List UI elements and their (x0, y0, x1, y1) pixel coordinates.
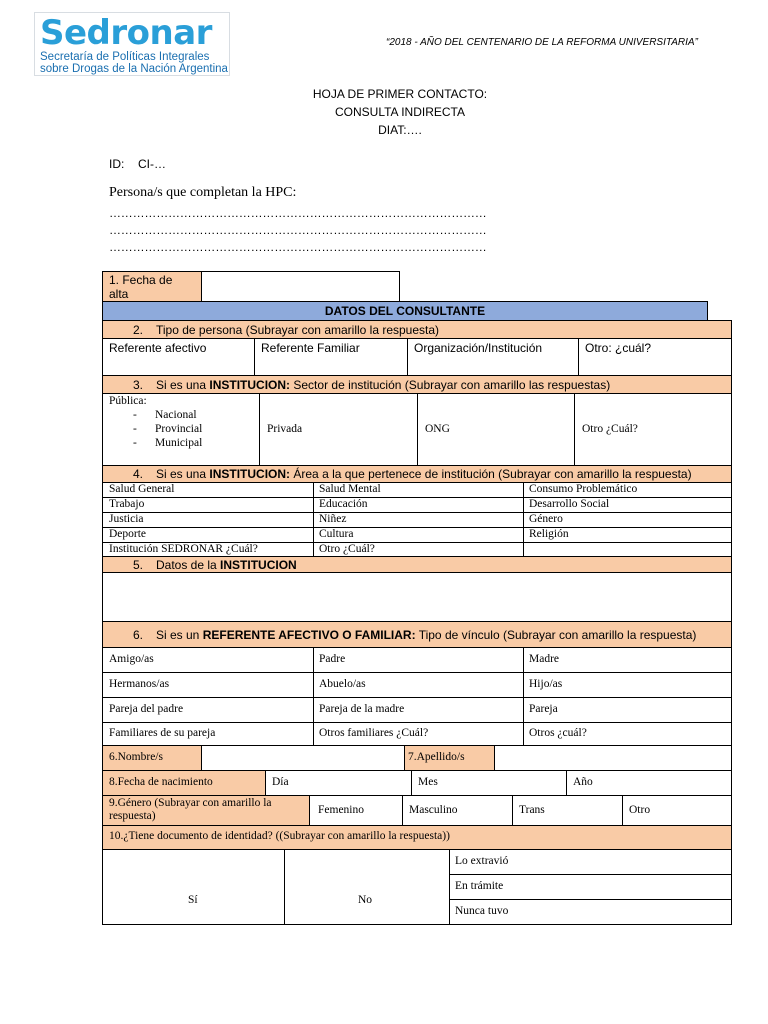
genero-option-femenino[interactable]: Femenino (318, 804, 364, 816)
q3-option-provincial[interactable]: Provincial (155, 423, 203, 435)
q4-cell[interactable]: Educación (319, 498, 368, 510)
q4-cell[interactable]: Cultura (319, 528, 354, 540)
q6-grid (102, 647, 732, 746)
apellido-label: 7.Apellido/s (408, 751, 465, 763)
q10-option-nunca-tuvo[interactable]: Nunca tuvo (455, 905, 509, 917)
q3-dash-1: - (133, 409, 137, 421)
genero-label-2: respuesta) (109, 810, 156, 822)
doc-title-2: CONSULTA INDIRECTA (334, 105, 465, 119)
id-label: ID: (109, 157, 125, 171)
doc-title-1: HOJA DE PRIMER CONTACTO: (312, 87, 488, 101)
genero-option-otro[interactable]: Otro (629, 804, 651, 816)
q6-cell[interactable]: Abuelo/as (319, 678, 366, 690)
q4-cell[interactable]: Género (529, 513, 563, 525)
q3-option-municipal[interactable]: Municipal (155, 437, 203, 449)
q6-cell[interactable]: Pareja de la madre (319, 703, 405, 715)
q2-option-organizacion[interactable]: Organización/Institución (414, 341, 543, 355)
mes-field[interactable]: Mes (418, 776, 438, 788)
dotted-line-2: …………………………………………………………………………………… (109, 223, 487, 237)
q2-header (102, 320, 732, 339)
q4-cell[interactable]: Deporte (109, 528, 147, 540)
q10-options (102, 849, 732, 925)
logo-word: Sedronar (40, 13, 212, 53)
q4-cell[interactable]: Trabajo (109, 498, 145, 510)
q10-label: 10.¿Tiene documento de identidad? ((Subrayar con amarillo la respuesta)) (109, 830, 450, 842)
genero-option-trans[interactable]: Trans (519, 804, 545, 816)
q2-option-otro[interactable]: Otro: ¿cuál? (585, 341, 652, 355)
q4-num: 4. (133, 467, 144, 481)
genero-label-cell (102, 795, 310, 826)
q4-header (102, 465, 732, 483)
q3-option-ong[interactable]: ONG (425, 423, 450, 435)
q10-option-en-tramite[interactable]: En trámite (455, 880, 504, 892)
q4-text-pre: Si es una (156, 467, 210, 481)
q4-cell[interactable]: Consumo Problemático (529, 483, 638, 495)
nombre-label-cell (102, 745, 202, 771)
fecha-nacimiento-label: 8.Fecha de nacimiento (109, 776, 213, 788)
q4-cell[interactable]: Niñez (319, 513, 347, 525)
q5-text (156, 558, 297, 572)
q6-cell[interactable]: Amigo/as (109, 653, 154, 665)
apellido-input-cell[interactable] (494, 745, 732, 771)
q6-text-post: Tipo de vínculo (Subrayar con amarillo la respuesta) (415, 628, 697, 642)
q6-cell[interactable]: Otros ¿cuál? (529, 727, 587, 739)
q3-option-otro[interactable]: Otro ¿Cuál? (582, 423, 638, 435)
logo-line-2: sobre Drogas de la Nación Argentina (40, 63, 228, 75)
q3-text-pre: Si es una (156, 378, 210, 392)
q6-text-bold: REFERENTE AFECTIVO O FAMILIAR: (202, 628, 416, 642)
q2-options-row (102, 338, 732, 376)
fecha-alta-label-2: alta (109, 287, 129, 301)
q4-cell[interactable]: Desarrollo Social (529, 498, 610, 510)
apellido-label-cell (404, 745, 495, 771)
q4-grid (102, 482, 732, 557)
q4-cell[interactable]: Religión (529, 528, 569, 540)
q4-text-post: Área a la que pertenece de institución (Subrayar con amarillo la respuesta) (290, 467, 692, 481)
anio-field[interactable]: Año (573, 776, 593, 788)
q3-options-row (102, 393, 732, 466)
nombre-label: 6.Nombre/s (109, 751, 163, 763)
dotted-line-3: …………………………………………………………………………………… (109, 240, 487, 254)
q6-cell[interactable]: Madre (529, 653, 560, 665)
datos-consultante-title: DATOS DEL CONSULTANTE (324, 304, 486, 318)
q6-cell[interactable]: Padre (319, 653, 346, 665)
q6-text-pre: Si es un (156, 628, 203, 642)
genero-option-masculino[interactable]: Masculino (409, 804, 458, 816)
q6-num: 6. (133, 628, 144, 642)
q4-cell[interactable]: Salud Mental (319, 483, 381, 495)
q5-text-bold: INSTITUCION (220, 558, 297, 572)
logo-line-1: Secretaría de Políticas Integrales (40, 51, 210, 63)
q10-option-si[interactable]: Sí (188, 894, 198, 906)
fecha-alta-label-1: 1. Fecha de (109, 273, 173, 287)
q4-cell[interactable]: Otro ¿Cuál? (319, 543, 375, 555)
q3-dash-2: - (133, 423, 137, 435)
q4-cell[interactable]: Salud General (109, 483, 175, 495)
genero-label-1: 9.Género (Subrayar con amarillo la (109, 797, 272, 809)
q5-header (102, 556, 732, 573)
q3-option-nacional[interactable]: Nacional (155, 409, 197, 421)
q2-option-referente-familiar[interactable]: Referente Familiar (261, 341, 360, 355)
q2-num: 2. (133, 323, 144, 337)
q6-cell[interactable]: Pareja del padre (109, 703, 184, 715)
q6-cell[interactable]: Pareja (529, 703, 558, 715)
q6-cell[interactable]: Otros familiares ¿Cuál? (319, 727, 429, 739)
q3-publica-label[interactable]: Pública: (109, 395, 147, 407)
q5-text-pre: Datos de la (156, 558, 221, 572)
fecha-alta-input-cell[interactable] (201, 271, 400, 302)
fecha-nacimiento-label-cell (102, 770, 266, 796)
datos-consultante-header (102, 301, 708, 321)
q3-option-privada[interactable]: Privada (267, 423, 303, 435)
q4-text (156, 467, 692, 481)
q3-text-bold: INSTITUCION: (209, 378, 291, 392)
id-value: CI-… (138, 157, 166, 171)
persona-label: Persona/s que completan la HPC: (109, 185, 297, 200)
q6-cell[interactable]: Hijo/as (529, 678, 563, 690)
header-motto: “2018 - AÑO DEL CENTENARIO DE LA REFORMA UNIVERSITARIA” (386, 37, 698, 48)
dia-field[interactable]: Día (272, 776, 289, 788)
q4-cell[interactable]: Institución SEDRONAR ¿Cuál? (109, 543, 258, 555)
doc-title-3: DIAT:…. (378, 123, 422, 137)
q6-cell[interactable]: Hermanos/as (109, 678, 170, 690)
q3-num: 3. (133, 378, 144, 392)
q3-dash-3: - (133, 437, 137, 449)
sedronar-logo (34, 12, 230, 76)
q10-option-extravio[interactable]: Lo extravió (455, 855, 509, 867)
genero-options (309, 795, 732, 826)
q3-text-post: Sector de institución (Subrayar con amarillo las respuestas) (290, 378, 611, 392)
q5-input-cell[interactable] (102, 572, 732, 622)
q6-cell[interactable]: Familiares de su pareja (109, 727, 216, 739)
q5-num: 5. (133, 558, 144, 572)
q10-option-no[interactable]: No (358, 894, 373, 906)
q6-header (102, 621, 732, 648)
q6-text (156, 628, 696, 642)
fecha-nacimiento-fields (265, 770, 732, 796)
q2-option-referente-afectivo[interactable]: Referente afectivo (109, 341, 207, 355)
q4-cell[interactable]: Justicia (109, 513, 144, 525)
q10-header (102, 825, 732, 850)
nombre-input-cell[interactable] (201, 745, 405, 771)
q3-text (156, 378, 610, 392)
fecha-alta-label-cell (102, 271, 202, 302)
q4-text-bold: INSTITUCION: (209, 467, 291, 481)
dotted-line-1: …………………………………………………………………………………… (109, 206, 487, 220)
q3-header (102, 375, 732, 394)
q2-text: Tipo de persona (Subrayar con amarillo la respuesta) (156, 323, 440, 337)
